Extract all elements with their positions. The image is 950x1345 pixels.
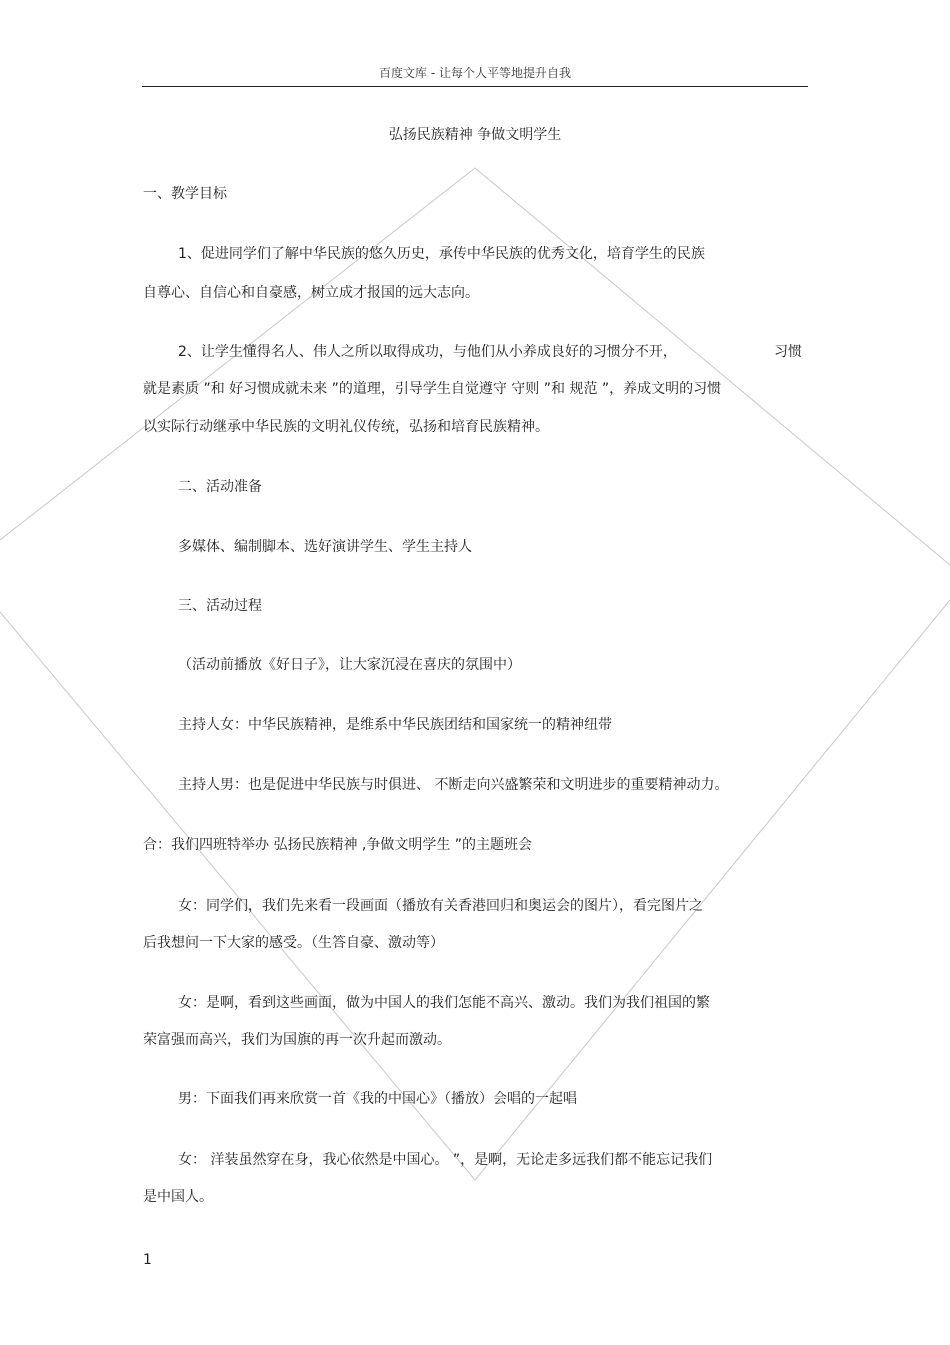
header-divider (142, 86, 808, 87)
paragraph-process-5-cont: 后我想问一下大家的感受。（生答自豪、激动等） (143, 935, 444, 951)
page-number: 1 (143, 1252, 152, 1268)
paragraph-goal-2-cont: 就是素质 ”和 好习惯成就未来 ”的道理，引导学生自觉遵守 守则 ”和 规范 ”，养成文明的习惯 (143, 381, 722, 397)
paragraph-process-8: 女： 洋装虽然穿在身，我心依然是中国心。 ”，是啊，无论走多远我们都不能忘记我们 (178, 1152, 713, 1168)
paragraph-process-8-cont: 是中国人。 (143, 1189, 213, 1205)
paragraph-process-3: 主持人男：也是促进中华民族与时俱进、 不断走向兴盛繁荣和文明进步的重要精神动力。 (178, 777, 729, 793)
paragraph-goal-1: 1、促进同学们了解中华民族的悠久历史，承传中华民族的优秀文化，培育学生的民族 (178, 246, 705, 262)
section-heading-prep: 二、活动准备 (178, 479, 262, 495)
paragraph-goal-2-end: 习惯 (774, 344, 802, 360)
paragraph-prep: 多媒体、编制脚本、选好演讲学生、学生主持人 (178, 539, 472, 555)
paragraph-process-7: 男：下面我们再来欣赏一首《我的中国心》（播放）会唱的一起唱 (178, 1091, 577, 1107)
paragraph-process-4: 合：我们四班特举办 弘扬民族精神 ,争做文明学生 ”的主题班会 (143, 837, 533, 853)
paragraph-process-6-cont: 荣富强而高兴，我们为国旗的再一次升起而激动。 (143, 1032, 451, 1048)
paragraph-process-5: 女：同学们，我们先来看一段画面（播放有关香港回归和奥运会的图片），看完图片之 (178, 898, 703, 914)
paragraph-process-1: （活动前播放《好日子》，让大家沉浸在喜庆的氛围中） (178, 657, 521, 673)
paragraph-process-2: 主持人女：中华民族精神，是维系中华民族团结和国家统一的精神纽带 (178, 717, 612, 733)
header-text: 百度文库 - 让每个人平等地提升自我 (379, 66, 571, 80)
paragraph-goal-2-cont2: 以实际行动继承中华民族的文明礼仪传统，弘扬和培育民族精神。 (143, 419, 549, 435)
paragraph-process-6: 女：是啊，看到这些画面，做为中国人的我们怎能不高兴、激动。我们为我们祖国的繁 (178, 995, 710, 1011)
section-heading-goals: 一、教学目标 (143, 186, 227, 202)
paragraph-goal-2: 2、让学生懂得名人、伟人之所以取得成功，与他们从小养成良好的习惯分不开， (178, 344, 677, 360)
section-heading-process: 三、活动过程 (178, 598, 262, 614)
document-title: 弘扬民族精神 争做文明学生 (388, 127, 562, 143)
paragraph-goal-1-cont: 自尊心、自信心和自豪感，树立成才报国的远大志向。 (143, 285, 479, 301)
